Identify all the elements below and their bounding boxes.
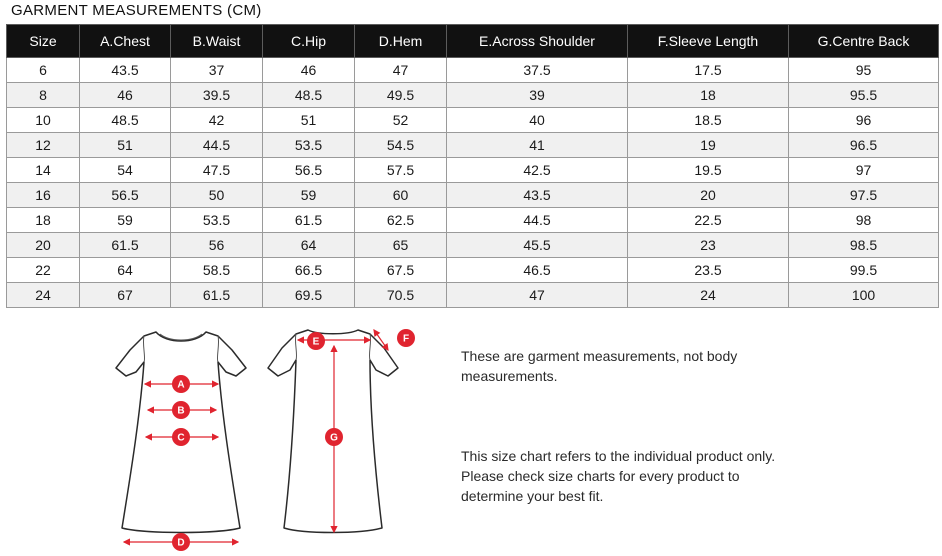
table-row bbox=[7, 258, 939, 283]
table-cell: 56 bbox=[171, 233, 263, 258]
table-cell: 43.5 bbox=[447, 183, 628, 208]
table-cell: 18 bbox=[628, 83, 789, 108]
table-cell: 19 bbox=[628, 133, 789, 158]
table-cell: 46.5 bbox=[447, 258, 628, 283]
table-cell: 52 bbox=[355, 108, 447, 133]
table-cell: 97 bbox=[789, 158, 939, 183]
table-cell: 45.5 bbox=[447, 233, 628, 258]
table-cell: 47.5 bbox=[171, 158, 263, 183]
table-cell: 96 bbox=[789, 108, 939, 133]
table-cell: 70.5 bbox=[355, 283, 447, 308]
marker-f bbox=[397, 329, 415, 347]
table-row bbox=[7, 183, 939, 208]
table-cell: 97.5 bbox=[789, 183, 939, 208]
garment-measurement-note: These are garment measurements, not body measurements. bbox=[461, 348, 738, 384]
garment-diagram bbox=[108, 318, 438, 554]
table-cell: 64 bbox=[263, 233, 355, 258]
size-chart-disclaimer-note: This size chart refers to the individual product only. Please check size charts for every product to determine your best fit. bbox=[461, 448, 776, 504]
table-row bbox=[7, 108, 939, 133]
marker-f-label: F bbox=[402, 333, 410, 345]
table-cell: 46 bbox=[263, 58, 355, 83]
table-row bbox=[7, 83, 939, 108]
marker-g-label: G bbox=[330, 432, 338, 444]
table-cell: 50 bbox=[171, 183, 263, 208]
table-cell: 24 bbox=[628, 283, 789, 308]
table-body bbox=[7, 58, 939, 308]
table-cell: 47 bbox=[447, 283, 628, 308]
table-cell: 17.5 bbox=[628, 58, 789, 83]
table-cell: 44.5 bbox=[171, 133, 263, 158]
table-cell: 23.5 bbox=[628, 258, 789, 283]
table-cell: 46 bbox=[80, 83, 171, 108]
table-row bbox=[7, 283, 939, 308]
table-header-row bbox=[7, 25, 939, 58]
table-cell: 61.5 bbox=[80, 233, 171, 258]
table-cell: 48.5 bbox=[263, 83, 355, 108]
table-cell: 64 bbox=[80, 258, 171, 283]
marker-b bbox=[172, 401, 190, 419]
table-cell: 37.5 bbox=[447, 58, 628, 83]
table-cell: 56.5 bbox=[80, 183, 171, 208]
table-cell: 95.5 bbox=[789, 83, 939, 108]
table-cell: 99.5 bbox=[789, 258, 939, 283]
table-cell: 22 bbox=[7, 258, 80, 283]
marker-g bbox=[325, 428, 343, 446]
table-cell: 53.5 bbox=[263, 133, 355, 158]
table-cell: 42 bbox=[171, 108, 263, 133]
table-cell: 40 bbox=[447, 108, 628, 133]
table-cell: 59 bbox=[80, 208, 171, 233]
column-header: B.Waist bbox=[171, 25, 263, 58]
table-cell: 54.5 bbox=[355, 133, 447, 158]
table-row bbox=[7, 158, 939, 183]
table-cell: 61.5 bbox=[263, 208, 355, 233]
marker-e-label: E bbox=[312, 336, 320, 348]
table-cell: 39 bbox=[447, 83, 628, 108]
column-header: D.Hem bbox=[355, 25, 447, 58]
table-cell: 57.5 bbox=[355, 158, 447, 183]
table-cell: 10 bbox=[7, 108, 80, 133]
table-cell: 65 bbox=[355, 233, 447, 258]
table-cell: 69.5 bbox=[263, 283, 355, 308]
table-cell: 67 bbox=[80, 283, 171, 308]
table-cell: 20 bbox=[7, 233, 80, 258]
table-cell: 100 bbox=[789, 283, 939, 308]
table-cell: 54 bbox=[80, 158, 171, 183]
table-cell: 16 bbox=[7, 183, 80, 208]
table-cell: 48.5 bbox=[80, 108, 171, 133]
marker-c bbox=[172, 428, 190, 446]
table-cell: 98 bbox=[789, 208, 939, 233]
table-cell: 23 bbox=[628, 233, 789, 258]
table-cell: 56.5 bbox=[263, 158, 355, 183]
table-cell: 6 bbox=[7, 58, 80, 83]
table-cell: 53.5 bbox=[171, 208, 263, 233]
table-cell: 19.5 bbox=[628, 158, 789, 183]
table-row bbox=[7, 233, 939, 258]
column-header: F.Sleeve Length bbox=[628, 25, 789, 58]
table-cell: 60 bbox=[355, 183, 447, 208]
table-cell: 12 bbox=[7, 133, 80, 158]
table-cell: 22.5 bbox=[628, 208, 789, 233]
table-cell: 98.5 bbox=[789, 233, 939, 258]
table-cell: 18.5 bbox=[628, 108, 789, 133]
marker-c-label: C bbox=[177, 432, 185, 444]
marker-b-label: B bbox=[177, 405, 185, 417]
table-cell: 49.5 bbox=[355, 83, 447, 108]
table-cell: 20 bbox=[628, 183, 789, 208]
table-cell: 44.5 bbox=[447, 208, 628, 233]
column-header: C.Hip bbox=[263, 25, 355, 58]
column-header: A.Chest bbox=[80, 25, 171, 58]
table-cell: 96.5 bbox=[789, 133, 939, 158]
column-header: Size bbox=[7, 25, 80, 58]
table-cell: 37 bbox=[171, 58, 263, 83]
table-cell: 58.5 bbox=[171, 258, 263, 283]
table-cell: 62.5 bbox=[355, 208, 447, 233]
table-cell: 51 bbox=[80, 133, 171, 158]
marker-e bbox=[307, 332, 325, 350]
marker-d bbox=[172, 533, 190, 551]
table-cell: 41 bbox=[447, 133, 628, 158]
table-row bbox=[7, 133, 939, 158]
marker-a-label: A bbox=[177, 379, 185, 391]
table-cell: 14 bbox=[7, 158, 80, 183]
table-cell: 39.5 bbox=[171, 83, 263, 108]
marker-a bbox=[172, 375, 190, 393]
table-row bbox=[7, 58, 939, 83]
size-chart-table bbox=[6, 24, 939, 308]
table-cell: 42.5 bbox=[447, 158, 628, 183]
table-cell: 61.5 bbox=[171, 283, 263, 308]
marker-d-label: D bbox=[177, 537, 185, 549]
table-cell: 66.5 bbox=[263, 258, 355, 283]
table-cell: 24 bbox=[7, 283, 80, 308]
table-cell: 51 bbox=[263, 108, 355, 133]
page-title: GARMENT MEASUREMENTS (CM) bbox=[11, 2, 262, 19]
table-cell: 43.5 bbox=[80, 58, 171, 83]
table-cell: 8 bbox=[7, 83, 80, 108]
column-header: G.Centre Back bbox=[789, 25, 939, 58]
table-cell: 95 bbox=[789, 58, 939, 83]
table-cell: 59 bbox=[263, 183, 355, 208]
table-cell: 18 bbox=[7, 208, 80, 233]
table-cell: 67.5 bbox=[355, 258, 447, 283]
table-row bbox=[7, 208, 939, 233]
table-cell: 47 bbox=[355, 58, 447, 83]
column-header: E.Across Shoulder bbox=[447, 25, 628, 58]
